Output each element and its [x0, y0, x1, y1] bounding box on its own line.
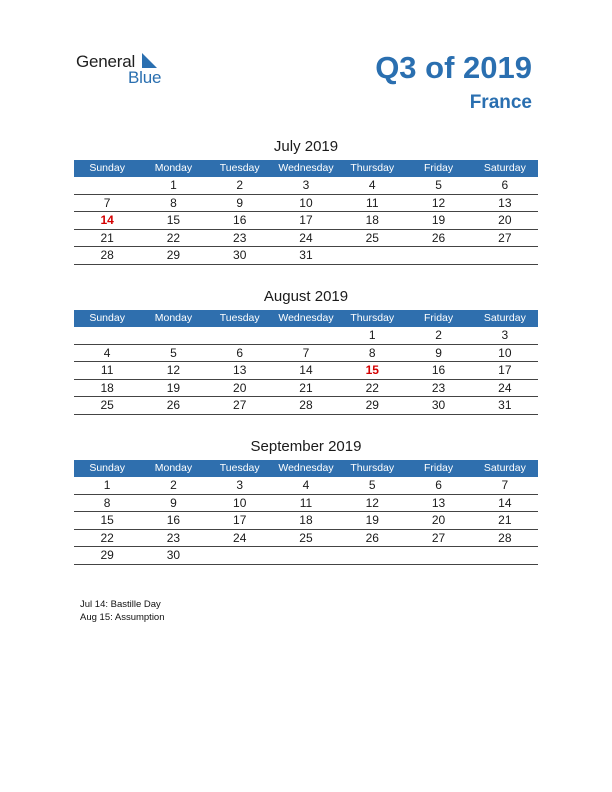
day-cell: 25 [299, 530, 313, 545]
week-row [74, 362, 538, 380]
week-row [74, 495, 538, 513]
weekday-header-cell: Thursday [350, 462, 395, 474]
day-cell: 18 [100, 380, 114, 395]
day-cell: 19 [166, 380, 181, 395]
day-cell: 27 [498, 230, 512, 245]
day-cell: 17 [233, 513, 247, 527]
weekday-header-cell: Monday [154, 312, 193, 324]
day-cell: 5 [435, 178, 442, 192]
day-cell: 3 [236, 478, 244, 492]
day-cell: 9 [236, 195, 244, 210]
day-cell: 4 [368, 178, 376, 192]
day-cell [405, 247, 471, 264]
day-cell: 11 [299, 495, 313, 510]
day-cell: 12 [365, 495, 379, 510]
day-cell: 23 [233, 230, 247, 245]
day-cell: 4 [103, 345, 111, 360]
day-cell: 8 [368, 345, 376, 360]
day-cell: 29 [365, 398, 379, 412]
day-cell: 30 [233, 248, 247, 262]
month-title: August 2019 [263, 288, 349, 305]
day-cell: 18 [365, 213, 379, 227]
day-cell: 22 [365, 380, 379, 395]
week-row [74, 345, 538, 363]
day-cell: 10 [498, 345, 512, 360]
day-cell: 26 [365, 530, 379, 545]
logo-blue-text: Blue [128, 68, 162, 87]
quarter-title: Q3 of 2019 [375, 50, 532, 85]
weekday-header-cell: Saturday [483, 162, 526, 174]
day-cell: 13 [498, 195, 512, 210]
weekday-header-cell: Friday [423, 312, 454, 324]
day-cell: 10 [299, 195, 313, 210]
day-cell: 21 [299, 380, 313, 395]
day-cell [273, 547, 339, 564]
week-row [74, 212, 538, 230]
day-cell: 7 [501, 478, 509, 492]
week-row [74, 247, 538, 265]
day-cell: 16 [233, 213, 247, 227]
day-cell: 7 [103, 195, 111, 210]
day-cell: 16 [431, 363, 446, 377]
week-row [74, 477, 538, 495]
day-cell: 7 [302, 345, 310, 360]
day-cell: 13 [431, 495, 446, 510]
day-cell: 31 [498, 398, 512, 412]
day-cell: 22 [166, 230, 181, 245]
day-cell: 5 [368, 478, 376, 492]
weekday-header-cell: Tuesday [219, 462, 260, 474]
day-cell: 10 [233, 495, 247, 510]
day-cell: 13 [233, 363, 247, 377]
day-cell: 6 [501, 178, 509, 192]
day-cell: 1 [368, 328, 376, 342]
month-title: July 2019 [273, 138, 339, 155]
day-cell: 15 [100, 513, 114, 527]
day-cell: 11 [100, 363, 114, 377]
day-cell: 6 [435, 478, 442, 492]
day-cell: 20 [431, 513, 446, 527]
day-cell: 17 [498, 363, 512, 377]
day-cell: 3 [501, 328, 509, 342]
country-name: France [469, 92, 532, 113]
day-cell: 12 [431, 195, 446, 210]
weekday-header-cell: Monday [154, 462, 193, 474]
week-row [74, 195, 538, 213]
weekday-header-cell: Saturday [483, 312, 526, 324]
weekday-header-cell: Saturday [483, 462, 526, 474]
month-calendar-august [74, 286, 538, 415]
day-cell: 15 [166, 213, 181, 227]
holiday-note: Jul 14: Bastille Day [80, 599, 161, 610]
day-cell: 25 [365, 230, 379, 245]
day-cell: 26 [431, 230, 446, 245]
generalblue-logo [76, 52, 186, 88]
day-cell: 2 [435, 328, 442, 342]
day-cell: 23 [431, 380, 446, 395]
month-title: September 2019 [250, 438, 362, 455]
weekday-header-cell: Wednesday [278, 162, 334, 174]
week-row [74, 380, 538, 398]
day-cell: 22 [100, 530, 114, 545]
week-row [74, 512, 538, 530]
day-cell: 6 [236, 345, 244, 360]
day-cell: 2 [170, 478, 177, 492]
day-cell: 24 [299, 230, 313, 245]
holiday-day-cell: 14 [100, 213, 114, 227]
weeks [74, 327, 538, 415]
day-cell [472, 547, 538, 564]
day-cell: 25 [100, 398, 114, 412]
day-cell: 29 [166, 248, 181, 262]
weekday-header-cell: Monday [154, 162, 193, 174]
day-cell [207, 547, 273, 564]
holiday-notes [80, 598, 165, 624]
day-cell [339, 547, 405, 564]
weekday-header-cell: Friday [423, 462, 454, 474]
day-cell: 23 [166, 530, 181, 545]
week-row [74, 230, 538, 248]
weekday-header-cell: Tuesday [219, 312, 260, 324]
holiday-day-cell: 15 [365, 363, 379, 377]
day-cell: 21 [498, 513, 512, 527]
day-cell: 14 [299, 363, 313, 377]
day-cell: 11 [366, 195, 379, 210]
day-cell: 8 [103, 495, 111, 510]
day-cell: 28 [100, 248, 114, 262]
day-cell: 26 [166, 398, 181, 412]
day-cell: 28 [299, 398, 313, 412]
weekday-header-cell: Tuesday [219, 162, 260, 174]
day-cell: 16 [166, 513, 181, 527]
day-cell: 9 [170, 495, 177, 510]
month-calendar-july [74, 136, 538, 265]
day-cell: 27 [431, 530, 446, 545]
day-cell: 19 [365, 513, 379, 527]
day-cell: 1 [170, 178, 177, 192]
weekday-header-cell: Thursday [350, 312, 395, 324]
weeks [74, 477, 538, 565]
day-cell [405, 547, 471, 564]
weekday-header-cell: Thursday [350, 162, 395, 174]
weekday-header-cell: Sunday [89, 162, 125, 174]
day-cell: 31 [299, 248, 313, 262]
week-row [74, 530, 538, 548]
day-cell: 17 [299, 213, 313, 227]
day-cell: 21 [100, 230, 114, 245]
week-row [74, 327, 538, 345]
logo-triangle-icon [140, 53, 158, 69]
day-cell [74, 177, 140, 194]
weeks [74, 177, 538, 265]
day-cell: 4 [302, 478, 310, 492]
day-cell [472, 247, 538, 264]
weekday-header-row [74, 460, 538, 477]
day-cell [207, 327, 273, 344]
day-cell: 5 [170, 345, 177, 360]
day-cell: 1 [103, 478, 111, 492]
logo-general-text: General [76, 52, 136, 71]
day-cell: 28 [498, 530, 512, 545]
day-cell [140, 327, 206, 344]
holiday-note: Aug 15: Assumption [80, 612, 165, 623]
day-cell: 24 [233, 530, 247, 545]
day-cell [273, 327, 339, 344]
week-row [74, 177, 538, 195]
day-cell: 19 [431, 213, 446, 227]
weekday-header-cell: Sunday [89, 312, 125, 324]
day-cell: 24 [498, 380, 512, 395]
weekday-header-cell: Sunday [89, 462, 125, 474]
day-cell: 12 [166, 363, 181, 377]
day-cell: 18 [299, 513, 313, 527]
weekday-header-row [74, 160, 538, 177]
day-cell [74, 327, 140, 344]
day-cell: 3 [302, 178, 310, 192]
day-cell: 2 [236, 178, 244, 192]
day-cell: 14 [498, 495, 512, 510]
week-row [74, 547, 538, 565]
weekday-header-cell: Wednesday [278, 312, 334, 324]
day-cell: 30 [166, 548, 181, 562]
day-cell: 20 [233, 380, 247, 395]
week-row [74, 397, 538, 415]
day-cell: 9 [435, 345, 442, 360]
day-cell: 20 [498, 213, 512, 227]
day-cell: 27 [233, 398, 247, 412]
weekday-header-row [74, 310, 538, 327]
month-calendar-september [74, 436, 538, 565]
day-cell: 8 [170, 195, 177, 210]
weekday-header-cell: Wednesday [278, 462, 334, 474]
day-cell [339, 247, 405, 264]
weekday-header-cell: Friday [423, 162, 454, 174]
day-cell: 30 [431, 398, 446, 412]
day-cell: 29 [100, 548, 114, 562]
